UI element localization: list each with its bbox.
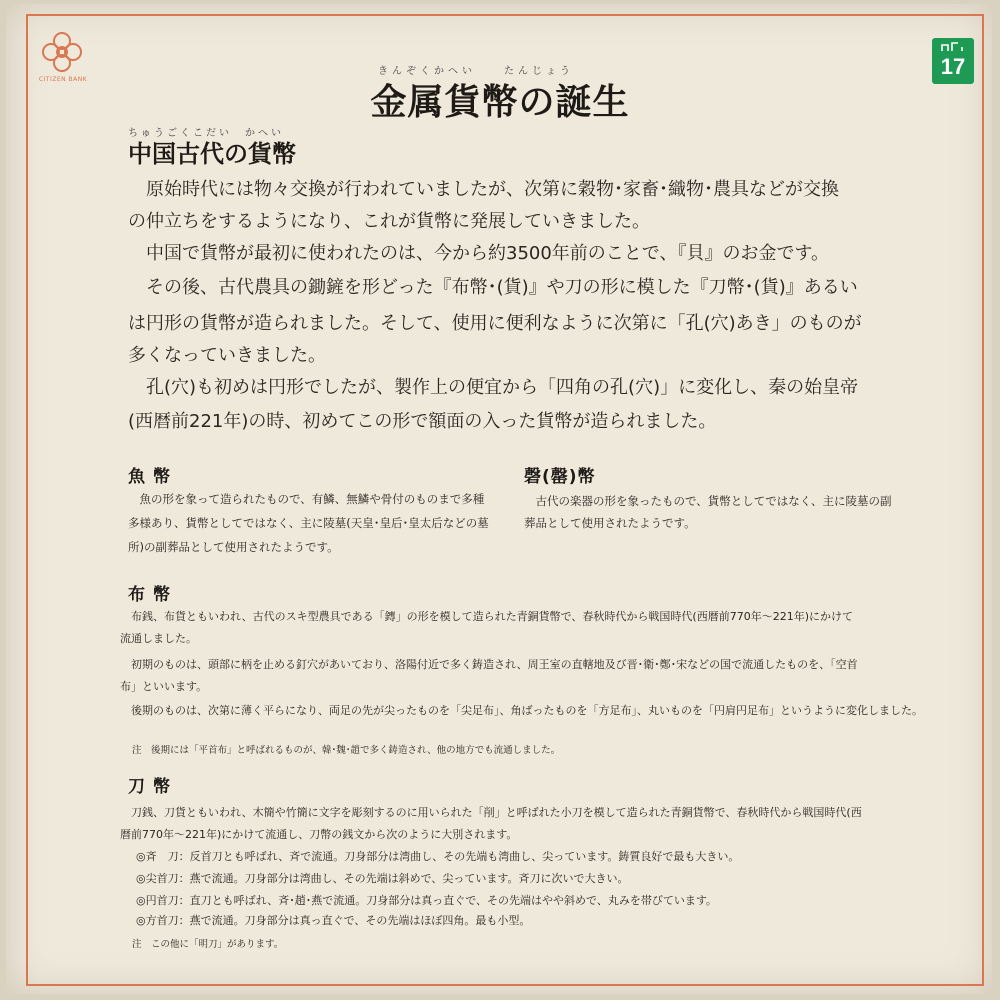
intro-line: (西暦前221年)の時、初めてこの形で額面の入った貨幣が造られました。 xyxy=(128,411,717,432)
touhei-type-line: ◎尖首刀：燕で流通。刀身部分は湾曲し、その先端は斜めで、尖っています。斉刀に次いで大きい。 xyxy=(136,872,629,885)
touhei-type-line: ◎円首刀：直刀とも呼ばれ、斉･趙･燕で流通。刀身部分は真っ直ぐで、その先端はやや斜めで、丸みを帯びています。 xyxy=(136,894,717,907)
touhei-type-line: ◎方首刀：燕で流通。刀身部分は真っ直ぐで、その先端はほぼ四角。最も小型。 xyxy=(136,914,531,927)
exhibit-number: 17 xyxy=(940,54,966,79)
touhei-type-line: ◎斉 刀：反首刀とも呼ばれ、斉で流通。刀身部分は湾曲し、その先端も湾曲し、尖っています。鋳質良好で最も大きい。 xyxy=(136,850,740,863)
fuhei-line: 流通しました。 xyxy=(120,632,197,645)
touhei-heading: 刀幣 xyxy=(128,777,178,797)
fuhei-heading: 布幣 xyxy=(128,585,178,605)
intro-line: の仲立ちをするようになり、これが貨幣に発展していきました。 xyxy=(128,211,650,232)
keihei-heading: 磬(罄)幣 xyxy=(524,467,596,487)
touhei-note: 注 この他に「明刀」があります。 xyxy=(132,939,284,950)
keihei-line: 葬品として使用されたようです。 xyxy=(524,516,696,530)
fuhei-line: 後期のものは、次第に薄く平らになり、両足の先が尖ったものを「尖足布」、角ばったものを「方足布」、丸いものを「円肩円足布」というように変化しました。 xyxy=(120,704,923,717)
gyohei-line: 魚の形を象って造られたもので、有鱗、無鱗や骨付のものまで多種 xyxy=(128,492,485,506)
keihei-line: 古代の楽器の形を象ったもので、貨幣としてではなく、主に陵墓の副 xyxy=(524,494,892,508)
fuhei-line: 布銭、布貨ともいわれ、古代のスキ型農具である「鏄」の形を模して造られた青銅貨幣で、春秋時代から戦国時代(西暦前770年〜221年)にかけて xyxy=(120,610,854,623)
touhei-line: 刀銭、刀貨ともいわれ、木簡や竹簡に文字を彫刻するのに用いられた「削」と呼ばれた小刀を模して造られた青銅貨幣で、春秋時代から戦国時代(西 xyxy=(120,806,862,819)
intro-line: 多くなっていきました。 xyxy=(128,345,326,366)
stairs-sign-icon xyxy=(940,42,966,52)
touhei-line: 暦前770年〜221年)にかけて流通し、刀幣の銭文から次のように大別されます。 xyxy=(120,828,518,841)
fuhei-note: 注 後期には「平首布」と呼ばれるものが、韓･魏･趙で多く鋳造され、他の地方でも流通しました。 xyxy=(132,745,561,756)
intro-line: 中国で貨幣が最初に使われたのは、今から約3500年前のことで、『貝』のお金です。 xyxy=(128,243,830,264)
intro-line: は円形の貨幣が造られました。そして、使用に便利なように次第に「孔(穴)あき」のものが xyxy=(128,313,862,334)
flower-logo-icon xyxy=(40,30,84,74)
gyohei-heading: 魚幣 xyxy=(128,467,178,487)
page-title: 金属貨幣の誕生 xyxy=(370,82,630,123)
section-heading: 中国古代の貨幣 xyxy=(128,140,296,168)
fuhei-line: 初期のものは、頭部に柄を止める釘穴があいており、洛陽付近で多く鋳造され、周王室の直轄地及び晋･衛･鄭･宋などの国で流通したものを、「空首 xyxy=(120,658,858,671)
gyohei-line: 所)の副葬品として使用されたようです。 xyxy=(128,540,339,554)
section-heading-ruby: ちゅうごくこだい かへい xyxy=(128,128,284,139)
intro-line: 原始時代には物々交換が行われていましたが、次第に穀物･家畜･織物･農具などが交換 xyxy=(128,179,839,200)
intro-line: その後、古代農具の鋤鏟を形どった『布幣･(貨)』や刀の形に模した『刀幣･(貨)』あるい xyxy=(128,277,858,298)
logo-caption: CITIZEN BANK xyxy=(38,76,88,83)
intro-line: 孔(穴)も初めは円形でしたが、製作上の便宜から「四角の孔(穴)」に変化し、秦の始皇帝 xyxy=(128,377,859,398)
gyohei-line: 多様あり、貨幣としてではなく、主に陵墓(天皇･皇后･皇太后などの墓 xyxy=(128,516,489,530)
title-ruby: きんぞくかへい たんじょう xyxy=(378,66,574,77)
fuhei-line: 布」といいます。 xyxy=(120,680,208,693)
